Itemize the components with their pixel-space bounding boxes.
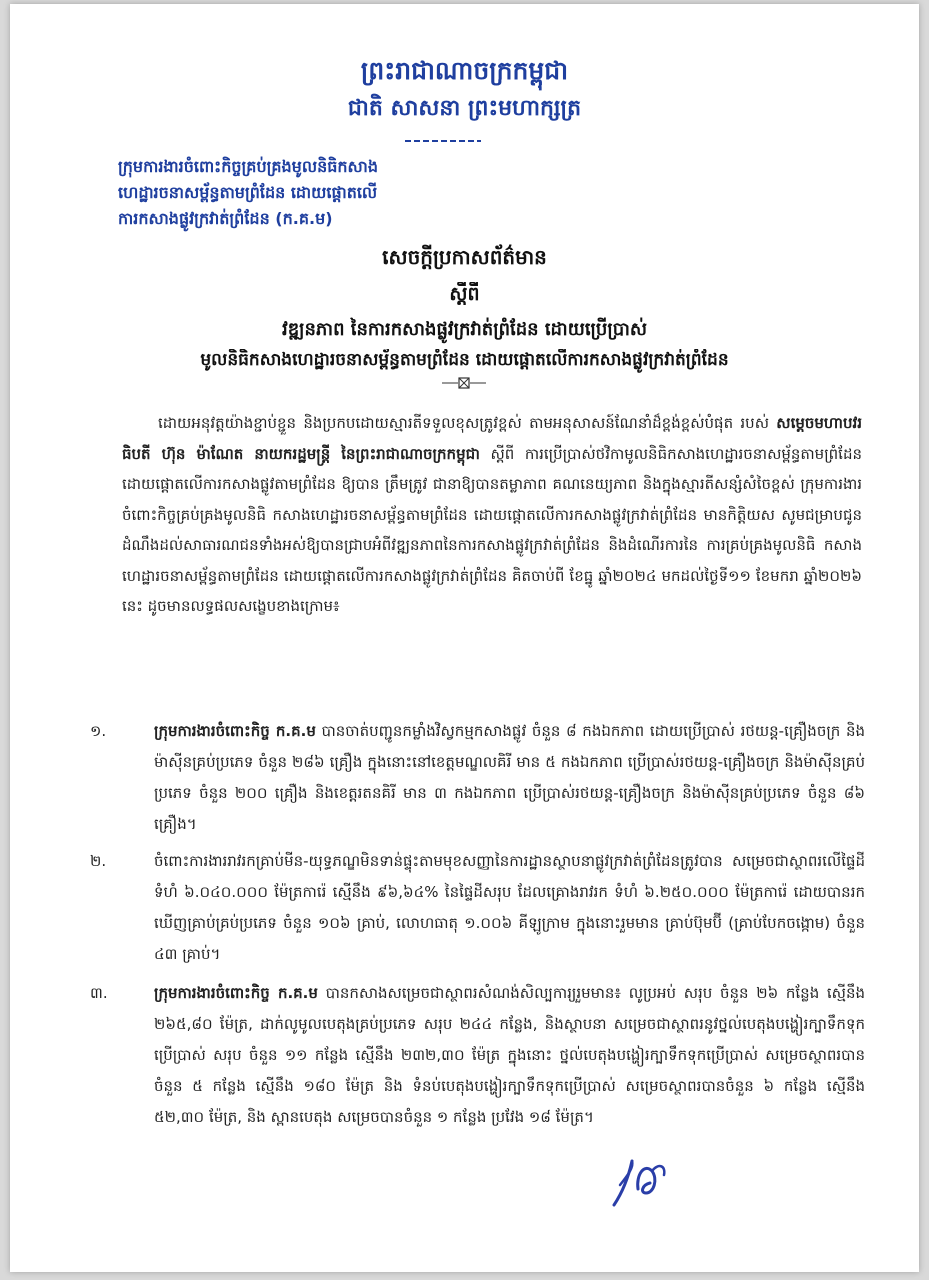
- committee-line: ការកសាងផ្លូវក្រវាត់ព្រំដែន (ក.គ.ម): [118, 209, 333, 228]
- item-number: ១.: [90, 722, 107, 740]
- item-lead: ក្រុមការងារចំពោះកិច្ច ក.គ.ម: [154, 984, 318, 1002]
- committee-line: ក្រុមការងារចំពោះកិច្ចគ្រប់គ្រងមូលនិធិកសាង: [118, 157, 378, 176]
- prime-minister-name: សម្ដេចមហាបវរធិបតី ហ៊ុន ម៉ាណែត នាយករដ្ឋមន្ត្រី នៃព្រះរាជាណាចក្រកម្ពុជា: [122, 414, 862, 463]
- item-number: ២.: [90, 852, 107, 870]
- committee-line: ហេដ្ឋារចនាសម្ព័ន្ធតាមព្រំដែន ដោយផ្ដោតលើ: [118, 183, 378, 202]
- title-ornament-icon: [440, 376, 488, 390]
- intro-text: ស្ដីពី ការប្រើប្រាស់ថវិកាមូលនិធិកសាងហេដ្ឋារចនាសម្ព័ន្ធតាមព្រំដែន ដោយផ្ដោតលើការកសាងផ្លូវតាមព្រំដែន ឱ្យបាន ត្រឹមត្រូវ ជានាឱ្យបានតម្លាភាព គណនេយ្យភាព និងក្នុងស្មារតីសន្សំសំចៃខ្ពស់ ក្រុមការងារចំពោះកិច្ចគ្រប់គ្រងមូលនិធិ កសាងហេដ្ឋារចនាសម្ព័ន្ធតាមព្រំដែន ដោយផ្ដោតលើការកសាងផ្លូវក្រវាត់ព្រំដែន មានកិត្តិយស សូមជម្រាបជូន ដំណឹងដល់សាធារណជនទាំងអស់ឱ្យបានជ្រាបអំពីវឌ្ឍនភាពនៃការកសាងផ្លូវក្រវាត់ព្រំដែន និងដំណើរការនៃ ការគ្រប់គ្រងមូលនិធិ កសាងហេដ្ឋារចនាសម្ព័ន្ធតាមព្រំដែន ដោយផ្ដោតលើការកសាងផ្លូវក្រវាត់ព្រំដែន គិតចាប់ពី ខែធ្នូ ឆ្នាំ២០២៤ មកដល់ថ្ងៃទី១១ ខែមករា ឆ្នាំ២០២៦ នេះ ដូចមានលទ្ធផលសង្ខេបខាងក្រោម៖: [122, 444, 862, 615]
- results-list: [90, 716, 865, 1133]
- item-lead: ក្រុមការងារចំពោះកិច្ច ក.គ.ម: [154, 722, 316, 740]
- item-text: បានកសាងសម្រេចជាស្ថាពរសំណង់សិល្បការ្យរួមមាន៖ លូប្រអប់ សរុប ចំនួន ២៦ កន្លែង ស្មើនឹង ២៦៥,៨០ ម៉ែត្រ, ដាក់លូមូលបេតុងគ្រប់ប្រភេទ សរុប ២៤៤ កន្លែង, និងស្ថាបនា សម្រេចជាស្ថាពរនូវថ្នល់បេតុងបង្ហៀរក្បាទឹកទុកប្រើប្រាស់ សរុប ចំនួន ១១ កន្លែង ស្មើនឹង ២៣២,៣០ ម៉ែត្រ ក្នុងនោះ ថ្នល់បេតុងបង្ហៀរក្បាទឹកទុកប្រើប្រាស់ សម្រេចស្ថាពរបានចំនួន ៥ កន្លែង ស្មើនឹង ១៨០ ម៉ែត្រ និង ទំនប់បេតុងបង្ហៀរក្បាទឹកទុកប្រើប្រាស់ សម្រេចស្ថាពរបានចំនួន ៦ កន្លែង ស្មើនឹង ៥២,៣០ ម៉ែត្រ, និង ស្ពានបេតុង សម្រេចបានចំនួន ១ កន្លែង ប្រវែង ១៨ ម៉ែត្រ។: [154, 984, 866, 1126]
- list-item: [90, 978, 865, 1133]
- item-text: ចំពោះការងាររាវរកគ្រាប់មីន-យុទ្ធភណ្ឌមិនទាន់ផ្ទុះតាមមុខសញ្ញានៃការដ្ឋានស្ថាបនាផ្លូវក្រវាត់ព្រំដែនត្រូវបាន សម្រេចជាស្ថាពរលើផ្ទៃដីទំហំ ៦.០៤០.០០០ ម៉ែត្រការ៉េ ស្មើនឹង ៩៦,៦៤% នៃផ្ទៃដីសរុប ដែលគ្រោងរាវរក ទំហំ ៦.២៥០.០០០ ម៉ែត្រការ៉េ ដោយបានរកឃើញគ្រាប់គ្រប់ប្រភេទ ចំនួន ១០៦ គ្រាប់, លោហធាតុ ១.០០៦ គីឡូក្រាម ក្នុងនោះរួមមាន គ្រាប់ប៊ុមប៊ី (គ្រាប់បែកចង្កោម) ចំនួន ៤៣ គ្រាប់។: [154, 852, 865, 963]
- document-title-about: ស្ដីពី: [449, 283, 480, 305]
- intro-text: ដោយអនុវត្តយ៉ាងខ្ជាប់ខ្ជួន និងប្រកបដោយស្មារតីទទួលខុសត្រូវខ្ពស់ តាមអនុសាសន៍ណែនាំដ៏ខ្ពង់ខ្ពស់បំផុត របស់: [158, 414, 777, 432]
- item-text: បានចាត់បញ្ជូនកម្លាំងវិស្វកម្មកសាងផ្លូវ ចំនួន ៨ កងឯកភាព ដោយប្រើប្រាស់ រថយន្ត-គ្រឿងចក្រ និងម៉ាស៊ីនគ្រប់ប្រភេទ ចំនួន ២៨៦ គ្រឿង ក្នុងនោះនៅខេត្តមណ្ឌលគិរី មាន ៥ កងឯកភាព ប្រើប្រាស់រថយន្ត-គ្រឿងចក្រ និងម៉ាស៊ីនគ្រប់ប្រភេទ ចំនួន ២០០ គ្រឿង និងខេត្តរតនគិរី មាន ៣ កងឯកភាព ប្រើប្រាស់រថយន្ត-គ្រឿងចក្រ និងម៉ាស៊ីនគ្រប់ប្រភេទ ចំនួន ៨៦ គ្រឿង។: [154, 722, 866, 833]
- document-title: សេចក្ដីប្រកាសព័ត៌មាន: [382, 245, 547, 269]
- handwritten-signature: [608, 1149, 670, 1209]
- document-page: [10, 4, 919, 1272]
- committee-name: [118, 154, 428, 232]
- document-subject-line: វឌ្ឍនភាព នៃការកសាងផ្លូវក្រវាត់ព្រំដែន ដោយប្រើប្រាស់: [282, 319, 647, 340]
- list-item: [90, 846, 865, 970]
- national-motto: ជាតិ សាសនា ព្រះមហាក្សត្រ: [347, 96, 582, 121]
- header-divider-ornament: [403, 137, 483, 145]
- document-subject-line: មូលនិធិកសាងហេដ្ឋារចនាសម្ព័ន្ធតាមព្រំដែន ដោយផ្ដោតលើការកសាងផ្លូវក្រវាត់ព្រំដែន: [200, 350, 729, 370]
- list-item: [90, 716, 865, 840]
- item-number: ៣.: [90, 984, 108, 1002]
- kingdom-heading: ព្រះរាជាណាចក្រកម្ពុជា: [360, 56, 569, 85]
- intro-paragraph: [122, 408, 862, 622]
